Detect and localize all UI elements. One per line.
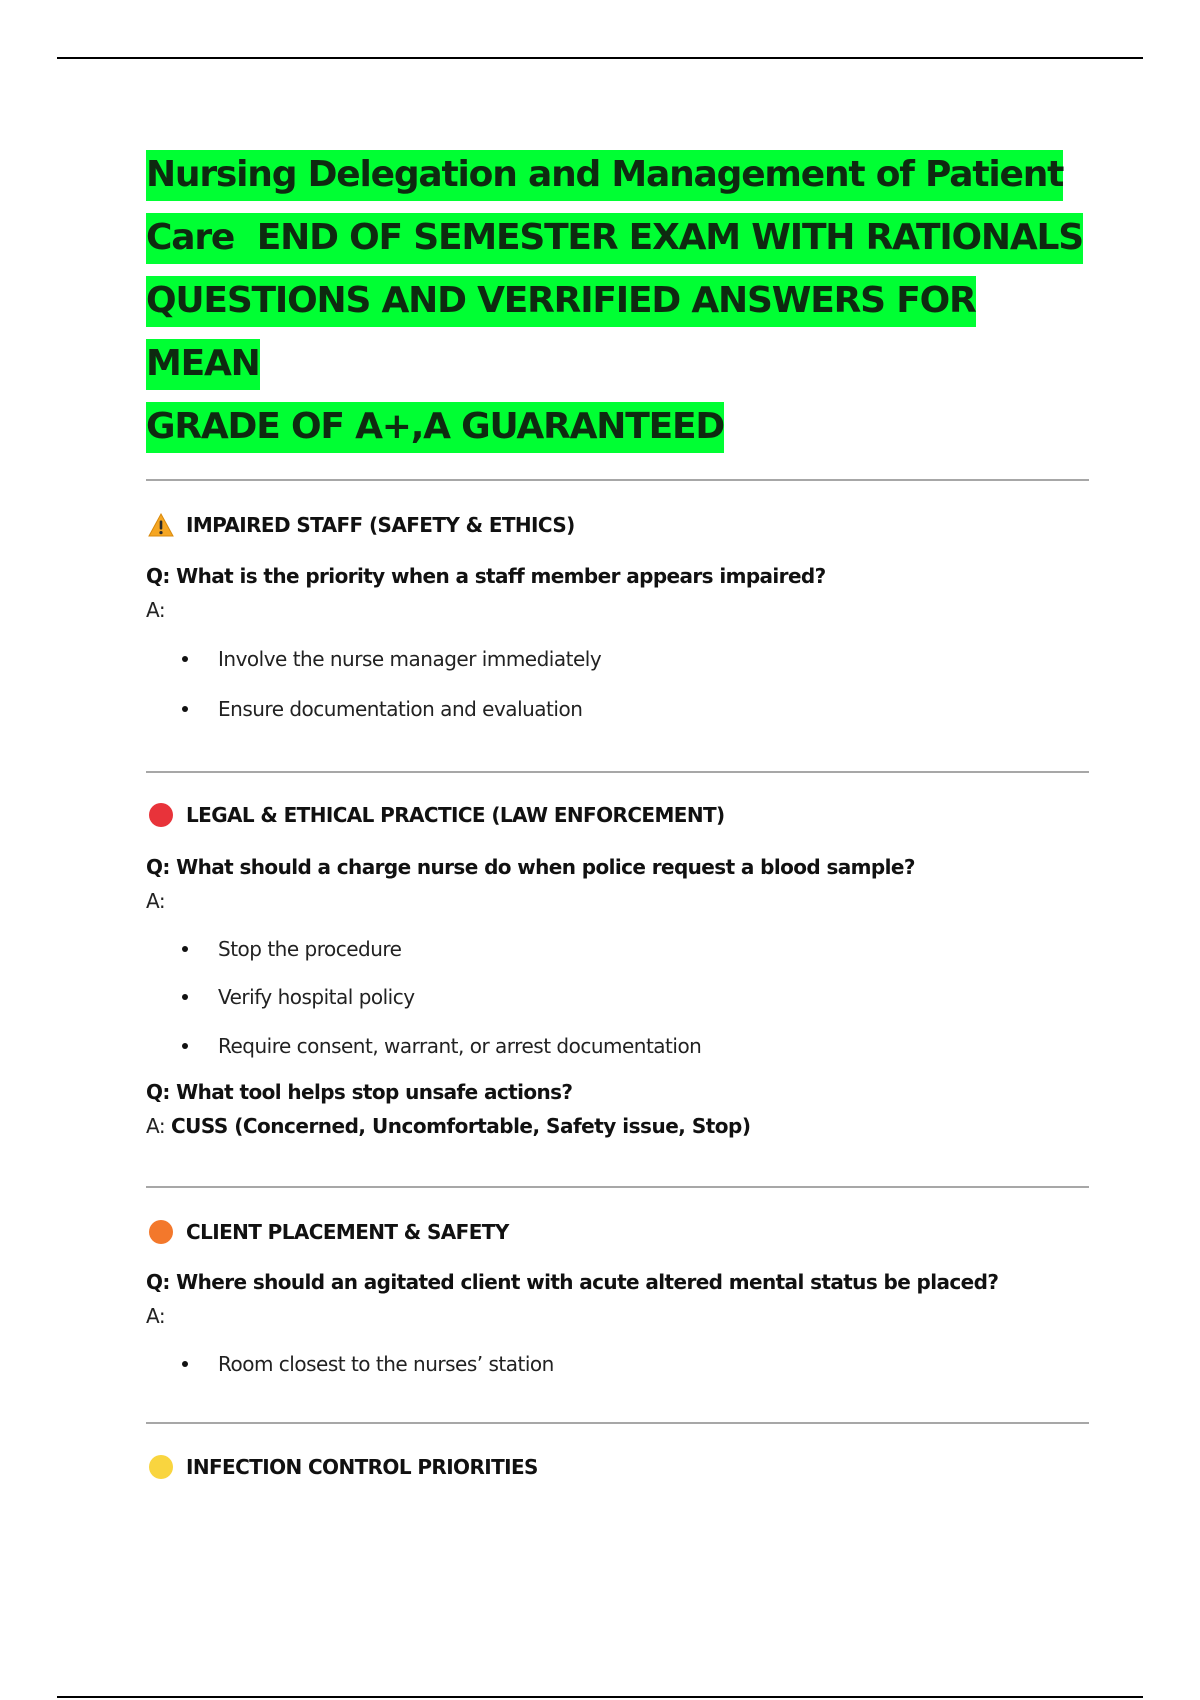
title-line: QUESTIONS AND VERRIFIED ANSWERS FOR MEAN	[146, 276, 976, 390]
section-title: LEGAL & ETHICAL PRACTICE (LAW ENFORCEMENT)	[186, 803, 725, 827]
question-text: Q: Where should an agitated client with acute altered mental status be placed?	[146, 1270, 999, 1294]
answer-list	[146, 1349, 1089, 1379]
bullet-icon	[182, 994, 188, 1000]
list-item-text: Stop the procedure	[218, 937, 402, 961]
section-title: IMPAIRED STAFF (SAFETY & ETHICS)	[186, 513, 575, 537]
page-bottom-rule	[57, 1696, 1143, 1698]
bullet-icon	[182, 946, 188, 952]
answer-list	[146, 934, 1089, 1061]
warning-icon	[148, 512, 174, 538]
answer-label: A:	[146, 1304, 166, 1328]
yellow-circle-icon	[148, 1454, 174, 1480]
section-title: INFECTION CONTROL PRIORITIES	[186, 1455, 538, 1479]
answer-label: A:	[146, 889, 166, 913]
list-item	[146, 1031, 1089, 1061]
section-heading	[146, 1452, 1089, 1482]
question-text: Q: What tool helps stop unsafe actions?	[146, 1080, 573, 1104]
bullet-icon	[182, 1043, 188, 1049]
answer-label: A:	[146, 1114, 166, 1138]
list-item	[146, 934, 1089, 964]
list-item	[146, 644, 1089, 674]
title-line: Care END OF SEMESTER EXAM WITH RATIONALS	[146, 213, 1083, 264]
answer-text: CUSS (Concerned, Uncomfortable, Safety issue, Stop)	[170, 1114, 751, 1138]
red-circle-icon	[148, 802, 174, 828]
red-dot	[149, 803, 173, 827]
section-divider	[146, 479, 1089, 481]
list-item-text: Involve the nurse manager immediately	[218, 647, 602, 671]
section-divider	[146, 1186, 1089, 1188]
orange-circle-icon	[148, 1219, 174, 1245]
list-item	[146, 694, 1089, 724]
section-divider	[146, 1422, 1089, 1424]
document-title	[146, 143, 1089, 458]
bullet-icon	[182, 706, 188, 712]
section-heading	[146, 1217, 1089, 1247]
section-title: CLIENT PLACEMENT & SAFETY	[186, 1220, 509, 1244]
list-item-text: Ensure documentation and evaluation	[218, 697, 583, 721]
section-heading	[146, 800, 1089, 830]
title-line: Nursing Delegation and Management of Patient	[146, 150, 1063, 201]
section-heading	[146, 510, 1089, 540]
list-item-text: Room closest to the nurses’ station	[218, 1352, 554, 1376]
bullet-icon	[182, 656, 188, 662]
section-divider	[146, 771, 1089, 773]
answer-line	[146, 1111, 1089, 1141]
page-top-rule	[57, 57, 1143, 59]
answer-label: A:	[146, 598, 166, 622]
list-item	[146, 1349, 1089, 1379]
question-text: Q: What should a charge nurse do when police request a blood sample?	[146, 855, 915, 879]
list-item-text: Require consent, warrant, or arrest documentation	[218, 1034, 702, 1058]
question-text: Q: What is the priority when a staff member appears impaired?	[146, 564, 826, 588]
orange-dot	[149, 1220, 173, 1244]
document-body	[146, 143, 1089, 1482]
list-item-text: Verify hospital policy	[218, 985, 415, 1009]
title-line: GRADE OF A+,A GUARANTEED	[146, 402, 724, 453]
answer-list	[146, 644, 1089, 724]
list-item	[146, 982, 1089, 1012]
yellow-dot	[149, 1455, 173, 1479]
bullet-icon	[182, 1361, 188, 1367]
